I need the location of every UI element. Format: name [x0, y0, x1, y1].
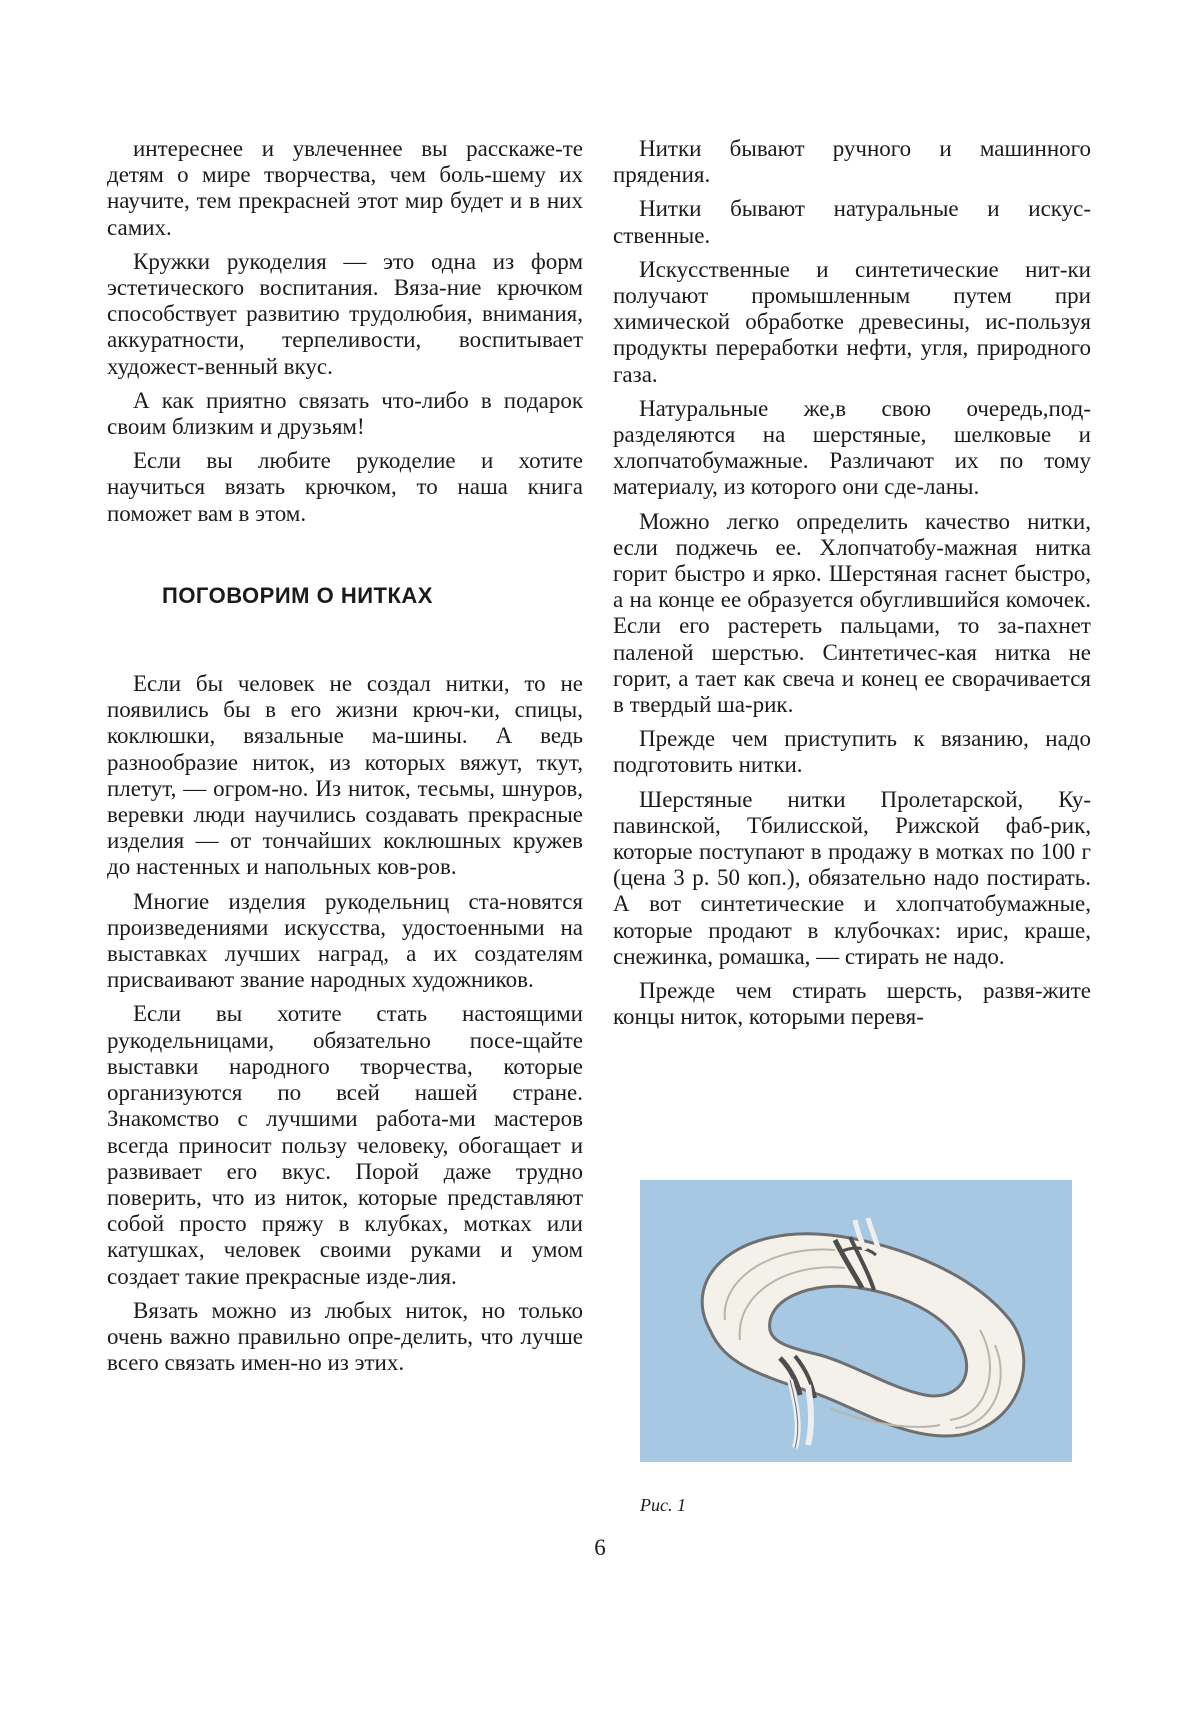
paragraph: Если бы человек не создал нитки, то не появились бы в его жизни крюч-ки, спицы, коклюшки, вязальные ма-шины. А ведь разнообразие ниток, из которых вяжут, ткут, плетут, — огром-но. Из ниток, тесьмы, шнуров, веревки люди научились создавать прекрасные изделия — от тончайших коклюшных кружев до настенных и напольных ков-ров. [107, 671, 583, 880]
paragraph: Искусственные и синтетические нит-ки получают промышленным путем при химической обработке древесины, ис-пользуя продукты переработки нефти, угля, природного газа. [613, 256, 1091, 387]
right-column [613, 136, 1091, 1039]
yarn-skein-icon [640, 1180, 1072, 1462]
paragraph: Кружки рукоделия — это одна из форм эстетического воспитания. Вяза-ние крючком способствует развитию трудолюбия, внимания, аккуратности, терпеливости, воспитывает художест-венный вкус. [107, 248, 583, 379]
figure-yarn-skein [640, 1180, 1072, 1462]
paragraph: Многие изделия рукодельниц ста-новятся произведениями искусства, удостоенными на выставках лучших наград, а их создателям присваивают звание народных художников. [107, 888, 583, 993]
paragraph: Можно легко определить качество нитки, если поджечь ее. Хлопчатобу-мажная нитка горит быстро и ярко. Шерстяная гаснет быстро, а на конце ее образуется обуглившийся комочек. Если его растереть пальцами, то за-пахнет паленой шерстью. Синтетичес-кая нитка не горит, а тает как свеча и конец ее сворачивается в твердый ша-рик. [613, 508, 1091, 718]
paragraph: Нитки бывают натуральные и искус-ственные. [613, 196, 1091, 248]
paragraph: Прежде чем приступить к вязанию, надо подготовить нитки. [613, 726, 1091, 778]
paragraph: Шерстяные нитки Пролетарской, Ку-павинской, Тбилисской, Рижской фаб-рик, которые поступают в продажу в мотках по 100 г (цена 3 р. 50 коп.), обязательно надо постирать. А вот синтетические и хлопчатобумажные, которые продают в клубочках: ирис, краше, снежинка, ромашка, — стирать не надо. [613, 786, 1091, 969]
paragraph: интереснее и увлеченнее вы расскаже-те детям о мире творчества, чем боль-шему их научите, тем прекрасней этот мир будет и в них самих. [107, 136, 583, 240]
page-number: 6 [594, 1535, 606, 1560]
paragraph: Если вы любите рукоделие и хотите научиться вязать крючком, то наша книга поможет вам в этом. [107, 448, 583, 526]
paragraph: А как приятно связать что-либо в подарок своим близким и друзьям! [107, 387, 583, 440]
paragraph: Прежде чем стирать шерсть, развя-жите концы ниток, которыми перевя- [613, 978, 1091, 1030]
left-column [107, 136, 583, 1384]
paragraph: Натуральные же,в свою очередь,под-разделяются на шерстяные, шелковые и хлопчатобумажные. Различают их по тому материалу, из которого они сде-ланы. [613, 395, 1091, 500]
section-paragraphs [107, 671, 583, 1376]
figure-caption: Рис. 1 [640, 1495, 686, 1515]
section-heading: ПОГОВОРИМ О НИТКАХ [162, 582, 433, 608]
paragraph: Нитки бывают ручного и машинного прядения. [613, 136, 1091, 188]
paragraph: Вязать можно из любых ниток, но только очень важно правильно опре-делить, что лучше всего связать имен-но из этих. [107, 1297, 583, 1376]
intro-paragraphs [107, 136, 583, 527]
paragraph: Если вы хотите стать настоящими рукодельницами, обязательно посе-щайте выставки народного творчества, которые организуются по всей нашей стране. Знакомство с лучшими работа-ми мастеров всегда приносит пользу человеку, обогащает и развивает его вкус. Порой даже трудно поверить, что из ниток, которые представляют собой просто пряжу в клубках, мотках или катушках, человек своими руками и умом создает такие прекрасные изде-лия. [107, 1001, 583, 1289]
